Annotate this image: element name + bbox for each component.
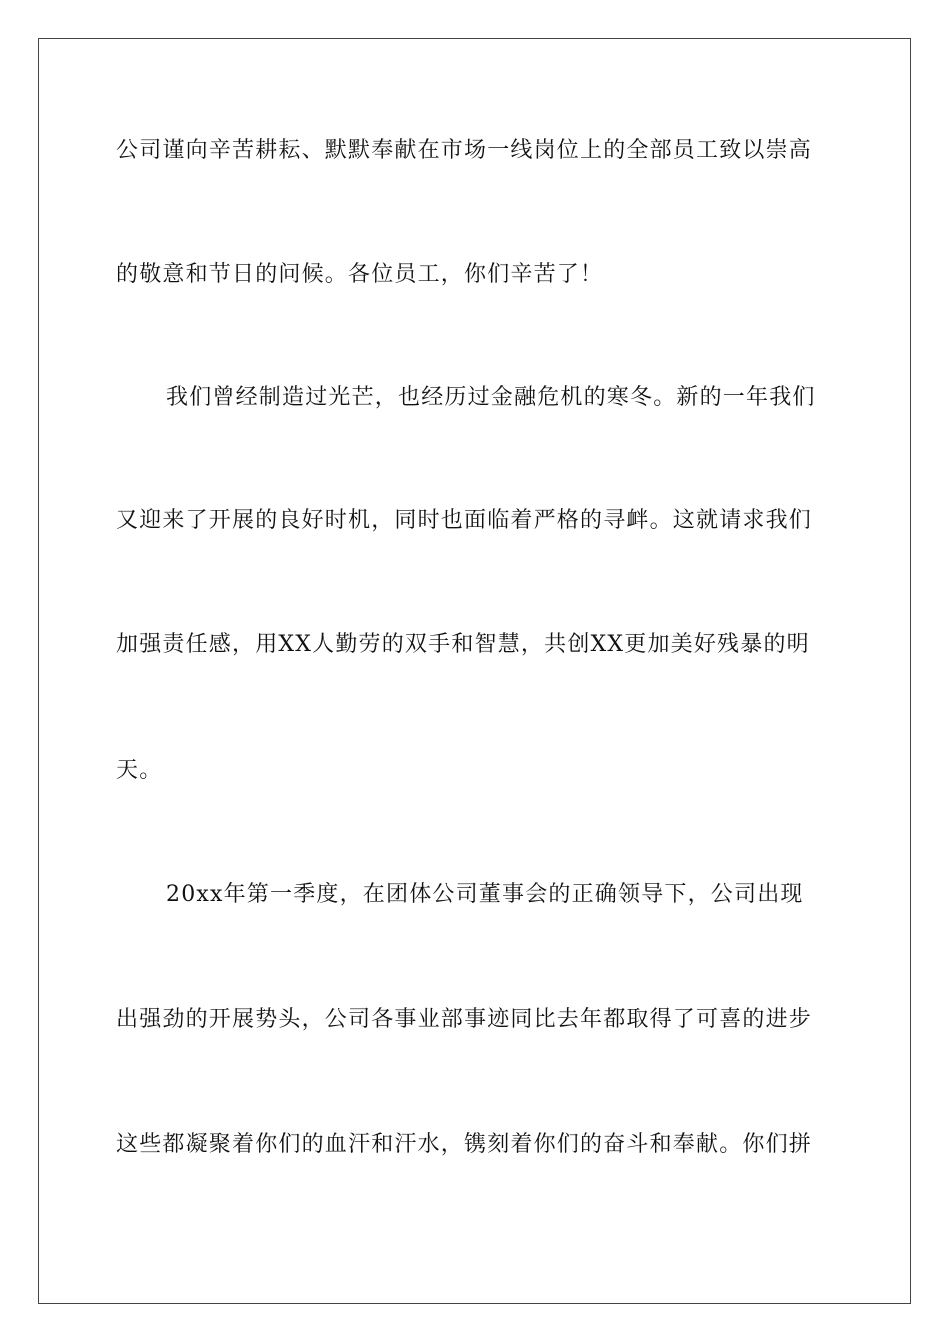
text-line-7: 20xx年第一季度，在团体公司董事会的正确领导下，公司出现 <box>166 882 804 907</box>
text-line-3: 我们曾经制造过光芒，也经历过金融危机的寒冬。新的一年我们 <box>166 385 816 410</box>
text-line-6: 天。 <box>116 758 163 783</box>
text-line-9: 这些都凝聚着你们的血汗和汗水，镌刻着你们的奋斗和奉献。你们拼 <box>116 1132 813 1157</box>
text-line-5: 加强责任感，用XX人勤劳的双手和智慧，共创XX更加美好残暴的明 <box>116 632 810 657</box>
page-frame <box>38 38 911 1304</box>
text-line-8: 出强劲的开展势头，公司各事业部事迹同比去年都取得了可喜的进步 <box>116 1007 813 1032</box>
text-line-1: 公司谨向辛苦耕耘、默默奉献在市场一线岗位上的全部员工致以崇高 <box>116 138 813 163</box>
text-line-2: 的敬意和节日的问候。各位员工，你们辛苦了！ <box>116 262 604 287</box>
text-line-4: 又迎来了开展的良好时机，同时也面临着严格的寻衅。这就请求我们 <box>116 508 813 533</box>
